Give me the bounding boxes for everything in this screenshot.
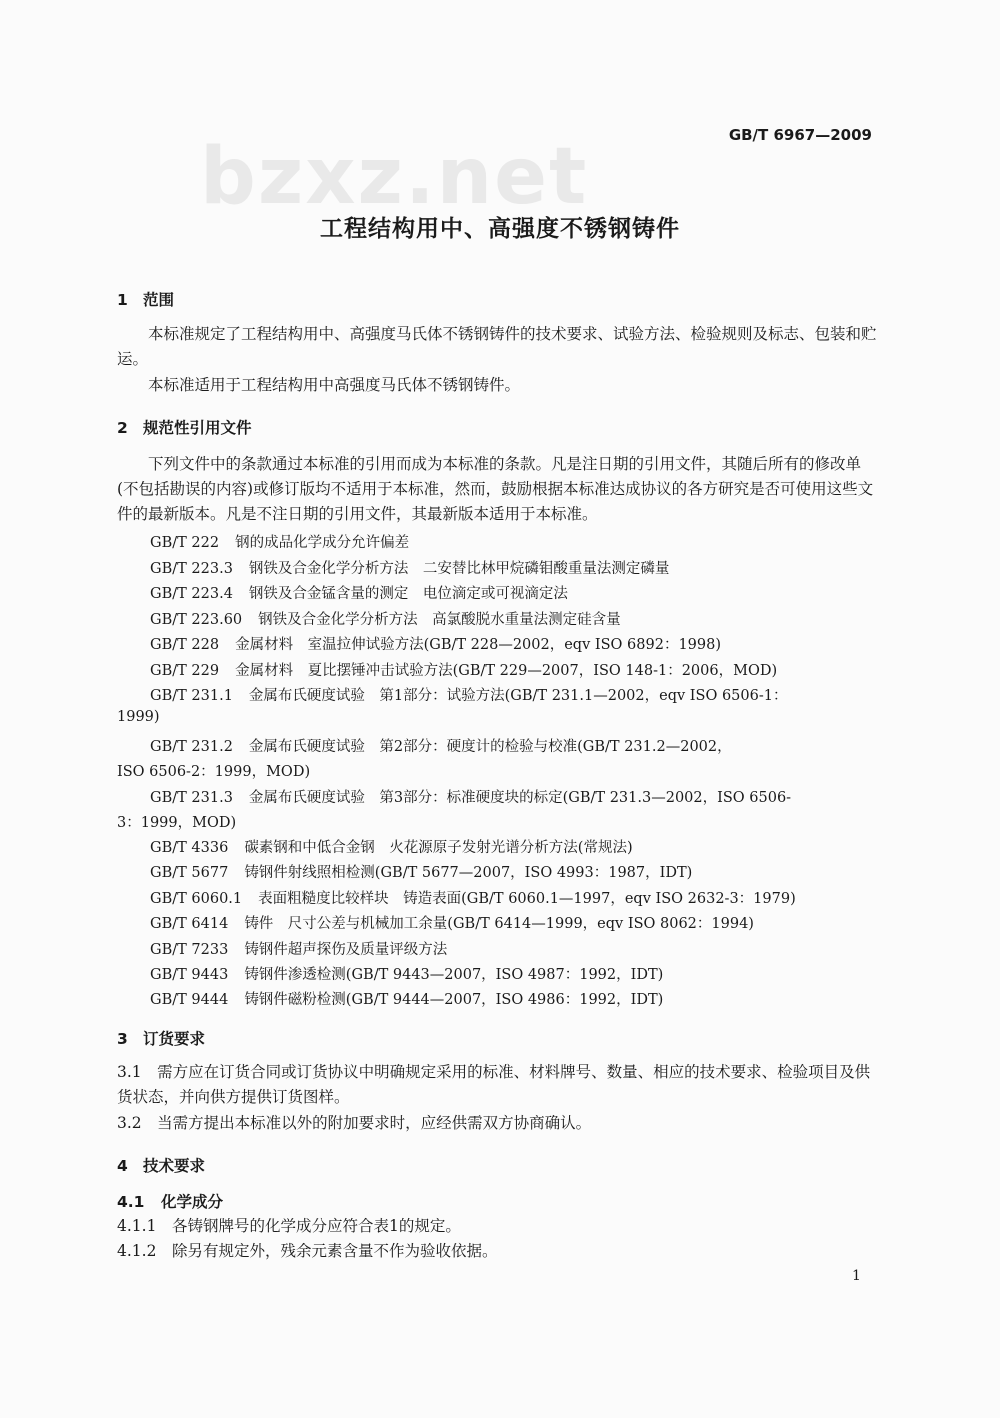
reference-title: 钢铁及合金锰含量的测定 电位滴定或可视滴定法: [248, 586, 568, 602]
reference-title: 金属布氏硬度试验 第1部分：试验方法(GB/T 231.1—2002，eqv ISO 6506-1：: [248, 688, 788, 704]
reference-code: GB/T 228: [150, 637, 220, 653]
section-title: 规范性引用文件: [143, 419, 252, 437]
reference-title: 铸钢件渗透检测(GB/T 9443—2007，ISO 4987：1992，IDT): [244, 967, 664, 983]
reference-code: GB/T 9444: [150, 992, 229, 1008]
reference-code: GB/T 231.2: [150, 739, 233, 755]
reference-title: 钢的成品化学成分允许偏差: [235, 535, 410, 551]
clause-number: 4.1.1: [117, 1217, 157, 1235]
paragraph: 下列文件中的条款通过本标准的引用而成为本标准的条款。凡是注日期的引用文件，其随后所有的修改单(不包括勘误的内容)或修订版均不适用于本标准，然而，鼓励根据本标准达成协议的各方研究是否可使用这些文件的最新版本。凡是不注日期的引用文件，其最新版本适用于本标准。: [117, 455, 874, 523]
page-number: 1: [852, 1268, 861, 1284]
clause-text: 各铸钢牌号的化学成分应符合表1的规定。: [171, 1217, 461, 1235]
section-title: 范围: [143, 291, 175, 309]
reference-item: [150, 836, 633, 857]
reference-item: [150, 582, 568, 603]
reference-item: [150, 684, 787, 705]
reference-item: [150, 988, 663, 1009]
section-heading-scope: [117, 288, 174, 310]
reference-code: GB/T 222: [150, 535, 220, 551]
reference-item: [150, 608, 621, 629]
reference-item: [150, 912, 754, 933]
reference-title: 表面粗糙度比较样块 铸造表面(GB/T 6060.1—1997，eqv ISO 2632-3：1979): [258, 891, 796, 907]
clause-text: 除另有规定外，残余元素含量不作为验收依据。: [171, 1242, 498, 1260]
reference-code: GB/T 5677: [150, 865, 229, 881]
reference-code: GB/T 231.1: [150, 688, 233, 704]
section-heading-technical-requirements: [117, 1154, 205, 1176]
section-title: 订货要求: [143, 1030, 206, 1048]
reference-code: GB/T 9443: [150, 967, 229, 983]
reference-item: [150, 633, 721, 654]
section-heading-normative-references: [117, 416, 252, 438]
reference-item: [150, 786, 791, 807]
reference-title: 钢铁及合金化学分析方法 高氯酸脱水重量法测定硅含量: [258, 612, 621, 628]
reference-title: 金属材料 夏比摆锤冲击试验方法(GB/T 229—2007，ISO 148-1：2006，MOD): [235, 663, 778, 679]
section-heading-ordering: [117, 1027, 205, 1049]
document-title: 工程结构用中、高强度不锈钢铸件: [320, 216, 680, 242]
reference-item: [150, 963, 663, 984]
reference-code: GB/T 223.4: [150, 586, 233, 602]
clause: [117, 1111, 877, 1136]
clause: [117, 1239, 497, 1264]
section-number: 2: [117, 419, 128, 437]
reference-title: 钢铁及合金化学分析方法 二安替比林甲烷磷钼酸重量法测定磷量: [248, 561, 670, 577]
reference-code: GB/T 7233: [150, 942, 229, 958]
clause-text: 需方应在订货合同或订货协议中明确规定采用的标准、材料牌号、数量、相应的技术要求、检验项目及供货状态，并向供方提供订货图样。: [117, 1063, 871, 1106]
section-number: 1: [117, 291, 128, 309]
subsection-title: 化学成分: [161, 1193, 224, 1211]
clause: [117, 1060, 877, 1110]
reference-item: [150, 531, 409, 552]
standard-number: GB/T 6967—2009: [728, 126, 872, 144]
reference-item: [150, 938, 447, 959]
paragraph: 本标准规定了工程结构用中、高强度马氏体不锈钢铸件的技术要求、试验方法、检验规则及标志、包装和贮运。: [117, 325, 877, 368]
section-number: 3: [117, 1030, 128, 1048]
reference-item: [150, 659, 777, 680]
reference-code: GB/T 4336: [150, 840, 229, 856]
section-title: 技术要求: [143, 1157, 206, 1175]
clause: [117, 1214, 461, 1239]
paragraph: 本标准适用于工程结构用中高强度马氏体不锈钢铸件。: [148, 376, 521, 394]
reference-continuation: 3：1999，MOD): [117, 815, 237, 831]
reference-title: 铸钢件超声探伤及质量评级方法: [244, 942, 448, 958]
reference-code: GB/T 223.60: [150, 612, 243, 628]
reference-title: 铸件 尺寸公差与机械加工余量(GB/T 6414—1999，eqv ISO 8062：1994): [244, 916, 754, 932]
reference-code: GB/T 231.3: [150, 790, 233, 806]
clause-text: 当需方提出本标准以外的附加要求时，应经供需双方协商确认。: [157, 1114, 592, 1132]
reference-title: 金属布氏硬度试验 第2部分：硬度计的检验与校准(GB/T 231.2—2002，: [248, 739, 732, 755]
reference-title: 铸钢件射线照相检测(GB/T 5677—2007，ISO 4993：1987，IDT): [244, 865, 693, 881]
reference-code: GB/T 6414: [150, 916, 229, 932]
reference-continuation: ISO 6506-2：1999，MOD): [117, 764, 311, 780]
reference-item: [150, 861, 692, 882]
reference-continuation: 1999): [117, 709, 160, 725]
subsection-number: 4.1: [117, 1193, 145, 1211]
clause-number: 4.1.2: [117, 1242, 157, 1260]
section-number: 4: [117, 1157, 128, 1175]
reference-code: GB/T 229: [150, 663, 220, 679]
reference-title: 金属材料 室温拉伸试验方法(GB/T 228—2002，eqv ISO 6892：1998): [235, 637, 722, 653]
reference-code: GB/T 223.3: [150, 561, 233, 577]
subsection-heading-chemical-composition: [117, 1190, 223, 1212]
reference-item: [150, 735, 732, 756]
clause-number: 3.2: [117, 1114, 142, 1132]
clause-number: 3.1: [117, 1063, 142, 1081]
reference-title: 碳素钢和中低合金钢 火花源原子发射光谱分析方法(常规法): [244, 840, 633, 856]
reference-title: 铸钢件磁粉检测(GB/T 9444—2007，ISO 4986：1992，IDT): [244, 992, 664, 1008]
watermark: bzxz.net: [200, 132, 589, 222]
reference-title: 金属布氏硬度试验 第3部分：标准硬度块的标定(GB/T 231.3—2002，ISO 6506-: [248, 790, 792, 806]
reference-code: GB/T 6060.1: [150, 891, 243, 907]
reference-item: [150, 557, 669, 578]
reference-item: [150, 887, 796, 908]
